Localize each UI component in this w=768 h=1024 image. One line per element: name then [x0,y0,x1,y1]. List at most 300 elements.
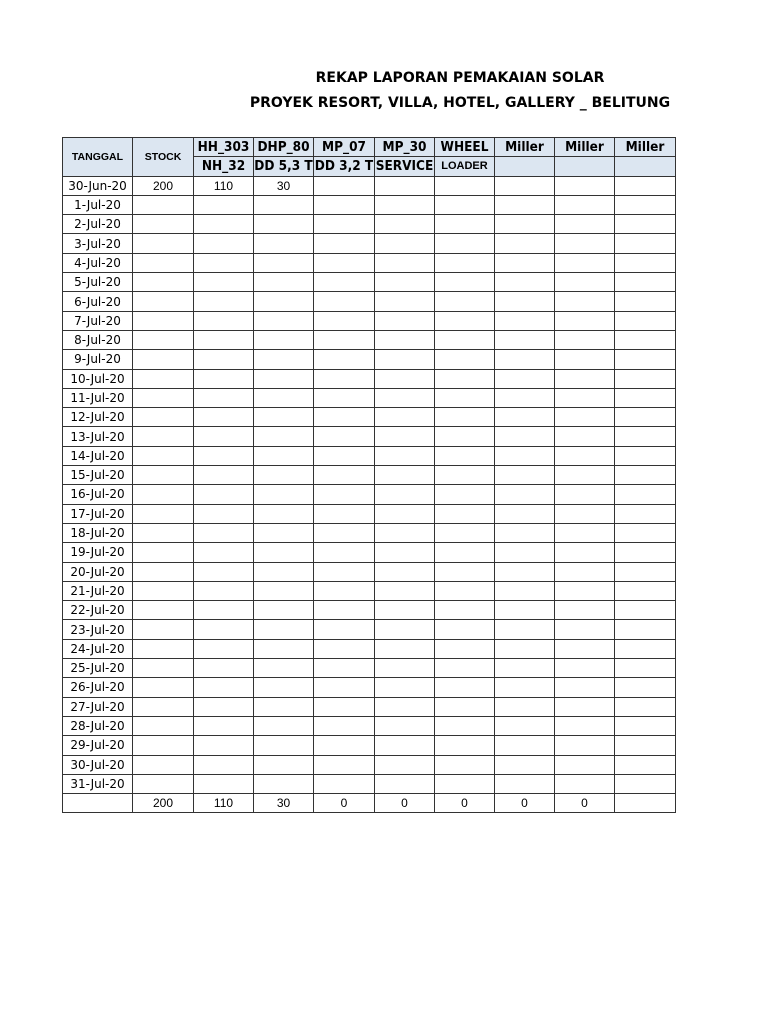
unit-c7-cell [555,330,615,349]
stock-cell [133,697,194,716]
date-cell: 28-Jul-20 [63,716,133,735]
unit-c3-cell [314,466,375,485]
total-cell: 0 [435,794,495,813]
stock-cell [133,330,194,349]
unit-c2-cell [254,446,314,465]
table-row [63,176,676,195]
unit-c4-cell [375,581,435,600]
unit-c2-cell [254,485,314,504]
unit-c8-cell [615,330,676,349]
unit-c4-cell [375,755,435,774]
unit-c6-cell [495,234,555,253]
unit-c6-cell [495,311,555,330]
header-col8-bottom [615,157,676,176]
unit-c3-cell [314,427,375,446]
unit-c7-cell [555,620,615,639]
unit-c1-cell [194,350,254,369]
total-cell: 30 [254,794,314,813]
unit-c2-cell [254,543,314,562]
unit-c4-cell [375,176,435,195]
table-row [63,273,676,292]
unit-c4-cell [375,195,435,214]
unit-c1-cell [194,330,254,349]
unit-c7-cell [555,292,615,311]
table-body [63,176,676,794]
unit-c8-cell [615,736,676,755]
unit-c1-cell [194,543,254,562]
unit-c7-cell [555,601,615,620]
unit-c1-cell [194,504,254,523]
unit-c3-cell [314,543,375,562]
unit-c1-cell [194,523,254,542]
unit-c3-cell [314,292,375,311]
unit-c2-cell [254,620,314,639]
date-cell: 26-Jul-20 [63,678,133,697]
header-col2-bottom: DD 5,3 T [254,158,313,175]
unit-c4-cell [375,774,435,793]
unit-c4-cell [375,253,435,272]
unit-c5-cell [435,446,495,465]
date-cell: 23-Jul-20 [63,620,133,639]
unit-c2-cell [254,388,314,407]
unit-c5-cell [435,581,495,600]
table-row [63,562,676,581]
unit-c8-cell [615,369,676,388]
stock-cell [133,446,194,465]
unit-c5-cell [435,408,495,427]
fuel-usage-table [62,137,676,813]
unit-c4-cell [375,311,435,330]
unit-c1-cell [194,678,254,697]
date-cell: 24-Jul-20 [63,639,133,658]
unit-c2-cell [254,601,314,620]
unit-c2-cell [254,369,314,388]
unit-c5-cell [435,369,495,388]
date-cell: 21-Jul-20 [63,581,133,600]
unit-c4-cell [375,485,435,504]
table-row [63,581,676,600]
date-cell: 16-Jul-20 [63,485,133,504]
unit-c5-cell [435,774,495,793]
stock-cell [133,601,194,620]
unit-c5-cell [435,195,495,214]
unit-c6-cell [495,736,555,755]
unit-c6-cell [495,601,555,620]
unit-c3-cell [314,273,375,292]
header-col1-top: HH_303 [194,138,254,157]
date-cell: 1-Jul-20 [63,195,133,214]
header-col5-top: WHEEL [435,138,495,157]
date-cell: 8-Jul-20 [63,330,133,349]
unit-c7-cell [555,716,615,735]
unit-c6-cell [495,504,555,523]
header-col7-bottom [555,157,615,176]
date-cell: 13-Jul-20 [63,427,133,446]
unit-c3-cell [314,369,375,388]
unit-c3-cell [314,736,375,755]
unit-c2-cell [254,697,314,716]
unit-c4-cell [375,697,435,716]
unit-c8-cell [615,774,676,793]
unit-c2-cell [254,330,314,349]
unit-c5-cell [435,697,495,716]
table-row [63,523,676,542]
unit-c7-cell [555,523,615,542]
unit-c8-cell [615,523,676,542]
unit-c2-cell [254,253,314,272]
stock-cell [133,562,194,581]
stock-cell [133,253,194,272]
unit-c1-cell [194,446,254,465]
unit-c2-cell [254,774,314,793]
stock-cell [133,716,194,735]
unit-c8-cell [615,504,676,523]
table-row [63,292,676,311]
stock-cell [133,369,194,388]
unit-c1-cell [194,195,254,214]
header-col4-top: MP_30 [375,138,435,157]
unit-c5-cell [435,466,495,485]
table-row [63,195,676,214]
unit-c7-cell [555,215,615,234]
unit-c7-cell [555,774,615,793]
unit-c4-cell [375,446,435,465]
unit-c3-cell [314,330,375,349]
unit-c4-cell [375,678,435,697]
unit-c1-cell [194,485,254,504]
unit-c8-cell [615,543,676,562]
unit-c5-cell [435,485,495,504]
table-row [63,543,676,562]
table-row [63,234,676,253]
date-cell: 22-Jul-20 [63,601,133,620]
unit-c5-cell [435,678,495,697]
unit-c4-cell [375,523,435,542]
date-cell: 4-Jul-20 [63,253,133,272]
unit-c3-cell [314,176,375,195]
unit-c6-cell [495,697,555,716]
unit-c6-cell [495,466,555,485]
total-cell: 0 [555,794,615,813]
unit-c2-cell [254,581,314,600]
unit-c6-cell [495,774,555,793]
unit-c6-cell [495,581,555,600]
unit-c8-cell [615,639,676,658]
unit-c4-cell [375,736,435,755]
unit-c8-cell [615,273,676,292]
unit-c6-cell [495,369,555,388]
unit-c1-cell [194,292,254,311]
unit-c5-cell [435,736,495,755]
unit-c7-cell [555,466,615,485]
stock-cell [133,427,194,446]
table-row [63,311,676,330]
table-row [63,485,676,504]
unit-c3-cell [314,408,375,427]
date-cell: 27-Jul-20 [63,697,133,716]
stock-cell [133,639,194,658]
unit-c4-cell [375,330,435,349]
unit-c2-cell [254,273,314,292]
unit-c8-cell [615,485,676,504]
unit-c3-cell [314,755,375,774]
stock-cell [133,659,194,678]
header-col7-top: Miller [555,138,615,157]
table-row [63,350,676,369]
unit-c1-cell [194,601,254,620]
unit-c7-cell [555,253,615,272]
unit-c4-cell [375,639,435,658]
date-cell: 3-Jul-20 [63,234,133,253]
header-col1-bottom: NH_32 [194,157,254,176]
date-cell: 20-Jul-20 [63,562,133,581]
unit-c1-cell [194,755,254,774]
unit-c7-cell [555,311,615,330]
unit-c6-cell [495,273,555,292]
unit-c7-cell [555,350,615,369]
unit-c8-cell [615,350,676,369]
date-cell: 30-Jul-20 [63,755,133,774]
date-cell: 14-Jul-20 [63,446,133,465]
unit-c5-cell [435,215,495,234]
table-row [63,466,676,485]
project-title: PROYEK RESORT, VILLA, HOTEL, GALLERY _ BELITUNG [249,95,671,111]
unit-c2-cell [254,427,314,446]
unit-c3-cell [314,697,375,716]
table-row [63,678,676,697]
stock-cell [133,543,194,562]
header-col2-top: DHP_80 [254,138,314,157]
date-cell: 10-Jul-20 [63,369,133,388]
unit-c8-cell [615,292,676,311]
unit-c1-cell [194,408,254,427]
unit-c8-cell [615,311,676,330]
unit-c6-cell [495,350,555,369]
unit-c6-cell [495,176,555,195]
unit-c8-cell [615,253,676,272]
unit-c4-cell [375,234,435,253]
unit-c5-cell [435,523,495,542]
unit-c3-cell [314,581,375,600]
unit-c5-cell [435,350,495,369]
unit-c3-cell [314,678,375,697]
stock-cell [133,736,194,755]
unit-c4-cell [375,388,435,407]
table-row [63,774,676,793]
unit-c7-cell [555,697,615,716]
header-col3-bottom: DD 3,2 T [314,158,374,175]
date-cell: 11-Jul-20 [63,388,133,407]
unit-c1-cell [194,369,254,388]
total-cell [63,794,133,813]
unit-c2-cell [254,639,314,658]
unit-c4-cell [375,543,435,562]
unit-c6-cell [495,562,555,581]
unit-c2-cell [254,736,314,755]
unit-c8-cell [615,755,676,774]
unit-c5-cell [435,716,495,735]
unit-c8-cell [615,408,676,427]
unit-c8-cell [615,427,676,446]
unit-c5-cell [435,755,495,774]
unit-c6-cell [495,755,555,774]
unit-c5-cell [435,330,495,349]
unit-c5-cell [435,292,495,311]
date-cell: 9-Jul-20 [63,350,133,369]
table-row [63,755,676,774]
unit-c1-cell [194,311,254,330]
unit-c5-cell [435,601,495,620]
unit-c2-cell [254,678,314,697]
unit-c7-cell [555,736,615,755]
unit-c2-cell [254,716,314,735]
unit-c5-cell [435,234,495,253]
unit-c3-cell [314,562,375,581]
unit-c4-cell [375,601,435,620]
unit-c1-cell: 110 [194,176,254,195]
unit-c6-cell [495,543,555,562]
unit-c4-cell [375,659,435,678]
unit-c8-cell [615,388,676,407]
date-cell: 12-Jul-20 [63,408,133,427]
stock-cell [133,755,194,774]
unit-c2-cell [254,659,314,678]
unit-c6-cell [495,215,555,234]
unit-c4-cell [375,369,435,388]
unit-c3-cell [314,446,375,465]
unit-c1-cell [194,388,254,407]
header-tanggal: TANGGAL [63,138,133,177]
unit-c4-cell [375,215,435,234]
unit-c8-cell [615,446,676,465]
unit-c8-cell [615,678,676,697]
unit-c5-cell [435,543,495,562]
unit-c7-cell [555,678,615,697]
date-cell: 17-Jul-20 [63,504,133,523]
stock-cell [133,311,194,330]
date-cell: 25-Jul-20 [63,659,133,678]
unit-c6-cell [495,330,555,349]
unit-c5-cell [435,388,495,407]
unit-c7-cell [555,446,615,465]
stock-cell [133,195,194,214]
date-cell: 5-Jul-20 [63,273,133,292]
unit-c3-cell [314,716,375,735]
unit-c6-cell [495,195,555,214]
unit-c6-cell [495,253,555,272]
stock-cell [133,273,194,292]
unit-c8-cell [615,562,676,581]
date-cell: 29-Jul-20 [63,736,133,755]
unit-c6-cell [495,292,555,311]
unit-c1-cell [194,427,254,446]
date-cell: 6-Jul-20 [63,292,133,311]
table-row [63,601,676,620]
unit-c6-cell [495,485,555,504]
unit-c8-cell [615,215,676,234]
unit-c2-cell [254,234,314,253]
unit-c7-cell [555,485,615,504]
stock-cell [133,620,194,639]
table-row [63,388,676,407]
unit-c6-cell [495,620,555,639]
stock-cell [133,388,194,407]
stock-cell [133,504,194,523]
unit-c3-cell [314,388,375,407]
unit-c4-cell [375,562,435,581]
unit-c1-cell [194,736,254,755]
unit-c2-cell [254,292,314,311]
table-row [63,504,676,523]
unit-c5-cell [435,620,495,639]
table-row [63,330,676,349]
unit-c5-cell [435,311,495,330]
unit-c6-cell [495,678,555,697]
stock-cell [133,774,194,793]
unit-c8-cell [615,620,676,639]
unit-c4-cell [375,466,435,485]
stock-cell [133,408,194,427]
unit-c6-cell [495,388,555,407]
unit-c4-cell [375,427,435,446]
unit-c3-cell [314,195,375,214]
unit-c2-cell [254,504,314,523]
stock-cell [133,234,194,253]
unit-c6-cell [495,408,555,427]
unit-c4-cell [375,716,435,735]
unit-c7-cell [555,234,615,253]
date-cell: 7-Jul-20 [63,311,133,330]
unit-c7-cell [555,639,615,658]
unit-c7-cell [555,543,615,562]
unit-c8-cell [615,195,676,214]
table-row [63,697,676,716]
unit-c1-cell [194,774,254,793]
unit-c2-cell: 30 [254,176,314,195]
header-col4-bottom: SERVICE [375,158,434,175]
header-stock: STOCK [133,138,194,177]
unit-c8-cell [615,659,676,678]
stock-cell [133,466,194,485]
unit-c8-cell [615,697,676,716]
date-cell: 31-Jul-20 [63,774,133,793]
unit-c2-cell [254,562,314,581]
header-col6-top: Miller [495,138,555,157]
header-col6-bottom [495,157,555,176]
date-cell: 19-Jul-20 [63,543,133,562]
unit-c5-cell [435,639,495,658]
unit-c8-cell [615,234,676,253]
unit-c3-cell [314,234,375,253]
stock-cell [133,485,194,504]
unit-c7-cell [555,755,615,774]
unit-c6-cell [495,427,555,446]
unit-c1-cell [194,659,254,678]
unit-c2-cell [254,755,314,774]
unit-c7-cell [555,408,615,427]
unit-c7-cell [555,504,615,523]
unit-c1-cell [194,620,254,639]
stock-cell [133,292,194,311]
unit-c8-cell [615,466,676,485]
table-row [63,427,676,446]
unit-c7-cell [555,562,615,581]
stock-cell [133,215,194,234]
table-row [63,369,676,388]
unit-c3-cell [314,639,375,658]
unit-c7-cell [555,369,615,388]
unit-c3-cell [314,523,375,542]
